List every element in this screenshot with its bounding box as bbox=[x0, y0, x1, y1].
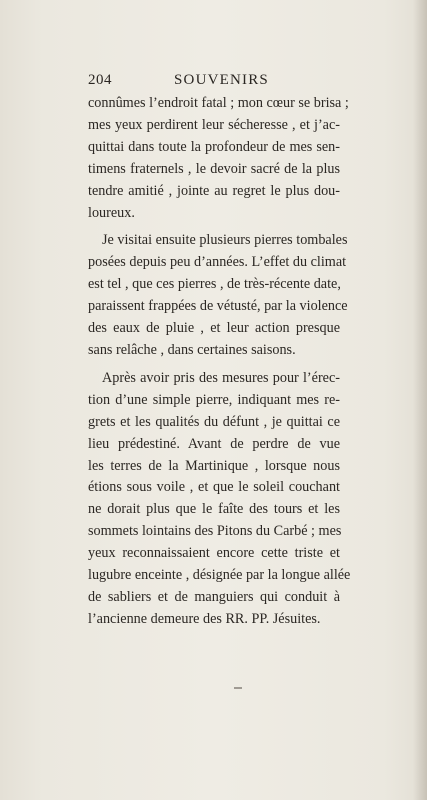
text-line: est tel , que ces pierres , de très-récente date, bbox=[88, 276, 341, 293]
text-line: les terres de la Martinique , lorsque nous bbox=[88, 457, 340, 474]
text-line: de sabliers et de manguiers qui conduit à bbox=[88, 588, 340, 605]
text-line: lugubre enceinte , désignée par la longue allée bbox=[88, 567, 351, 584]
text-line: étions sous voile , et que le soleil couchant bbox=[88, 479, 340, 496]
text-line: timens fraternels , le devoir sacré de la plus bbox=[88, 160, 340, 177]
text-line: Après avoir pris des mesures pour l’érec- bbox=[102, 369, 340, 386]
footer-mark bbox=[234, 687, 242, 689]
text-line: mes yeux perdirent leur sécheresse , et j’ac- bbox=[88, 116, 340, 133]
text-line: l’ancienne demeure des RR. PP. Jésuites. bbox=[88, 610, 321, 627]
paragraph-1 bbox=[88, 93, 349, 224]
spine-shadow bbox=[413, 0, 427, 800]
text-line: sommets lointains des Pitons du Carbé ; mes bbox=[88, 523, 342, 540]
running-head: SOUVENIRS bbox=[174, 72, 269, 88]
text-line: Je visitai ensuite plusieurs pierres tombales bbox=[102, 232, 348, 249]
text-line: des eaux de pluie , et leur action presque bbox=[88, 320, 340, 337]
text-line: ne dorait plus que le faîte des tours et les bbox=[88, 501, 340, 518]
text-line: quittai dans toute la profondeur de mes sen- bbox=[88, 138, 340, 155]
text-line: tion d’une simple pierre, indiquant mes re- bbox=[88, 391, 340, 408]
paragraph-2 bbox=[88, 230, 348, 361]
text-line: yeux reconnaissaient encore cette triste et bbox=[88, 545, 340, 562]
text-line: tendre amitié , jointe au regret le plus dou- bbox=[88, 182, 340, 199]
paragraph-3 bbox=[88, 368, 351, 631]
text-line: paraissent frappées de vétusté, par la violence bbox=[88, 298, 348, 315]
text-line: grets et les qualités du défunt , je quittai ce bbox=[88, 413, 340, 430]
page-header bbox=[88, 72, 336, 92]
text-line: lieu prédestiné. Avant de perdre de vue bbox=[88, 435, 340, 452]
text-line: connûmes l’endroit fatal ; mon cœur se brisa ; bbox=[88, 95, 349, 111]
body-text bbox=[88, 93, 351, 637]
text-line: sans relâche , dans certaines saisons. bbox=[88, 341, 296, 358]
text-line: posées depuis peu d’années. L’effet du climat bbox=[88, 254, 347, 271]
text-line: loureux. bbox=[88, 204, 135, 221]
page-number: 204 bbox=[88, 72, 112, 88]
